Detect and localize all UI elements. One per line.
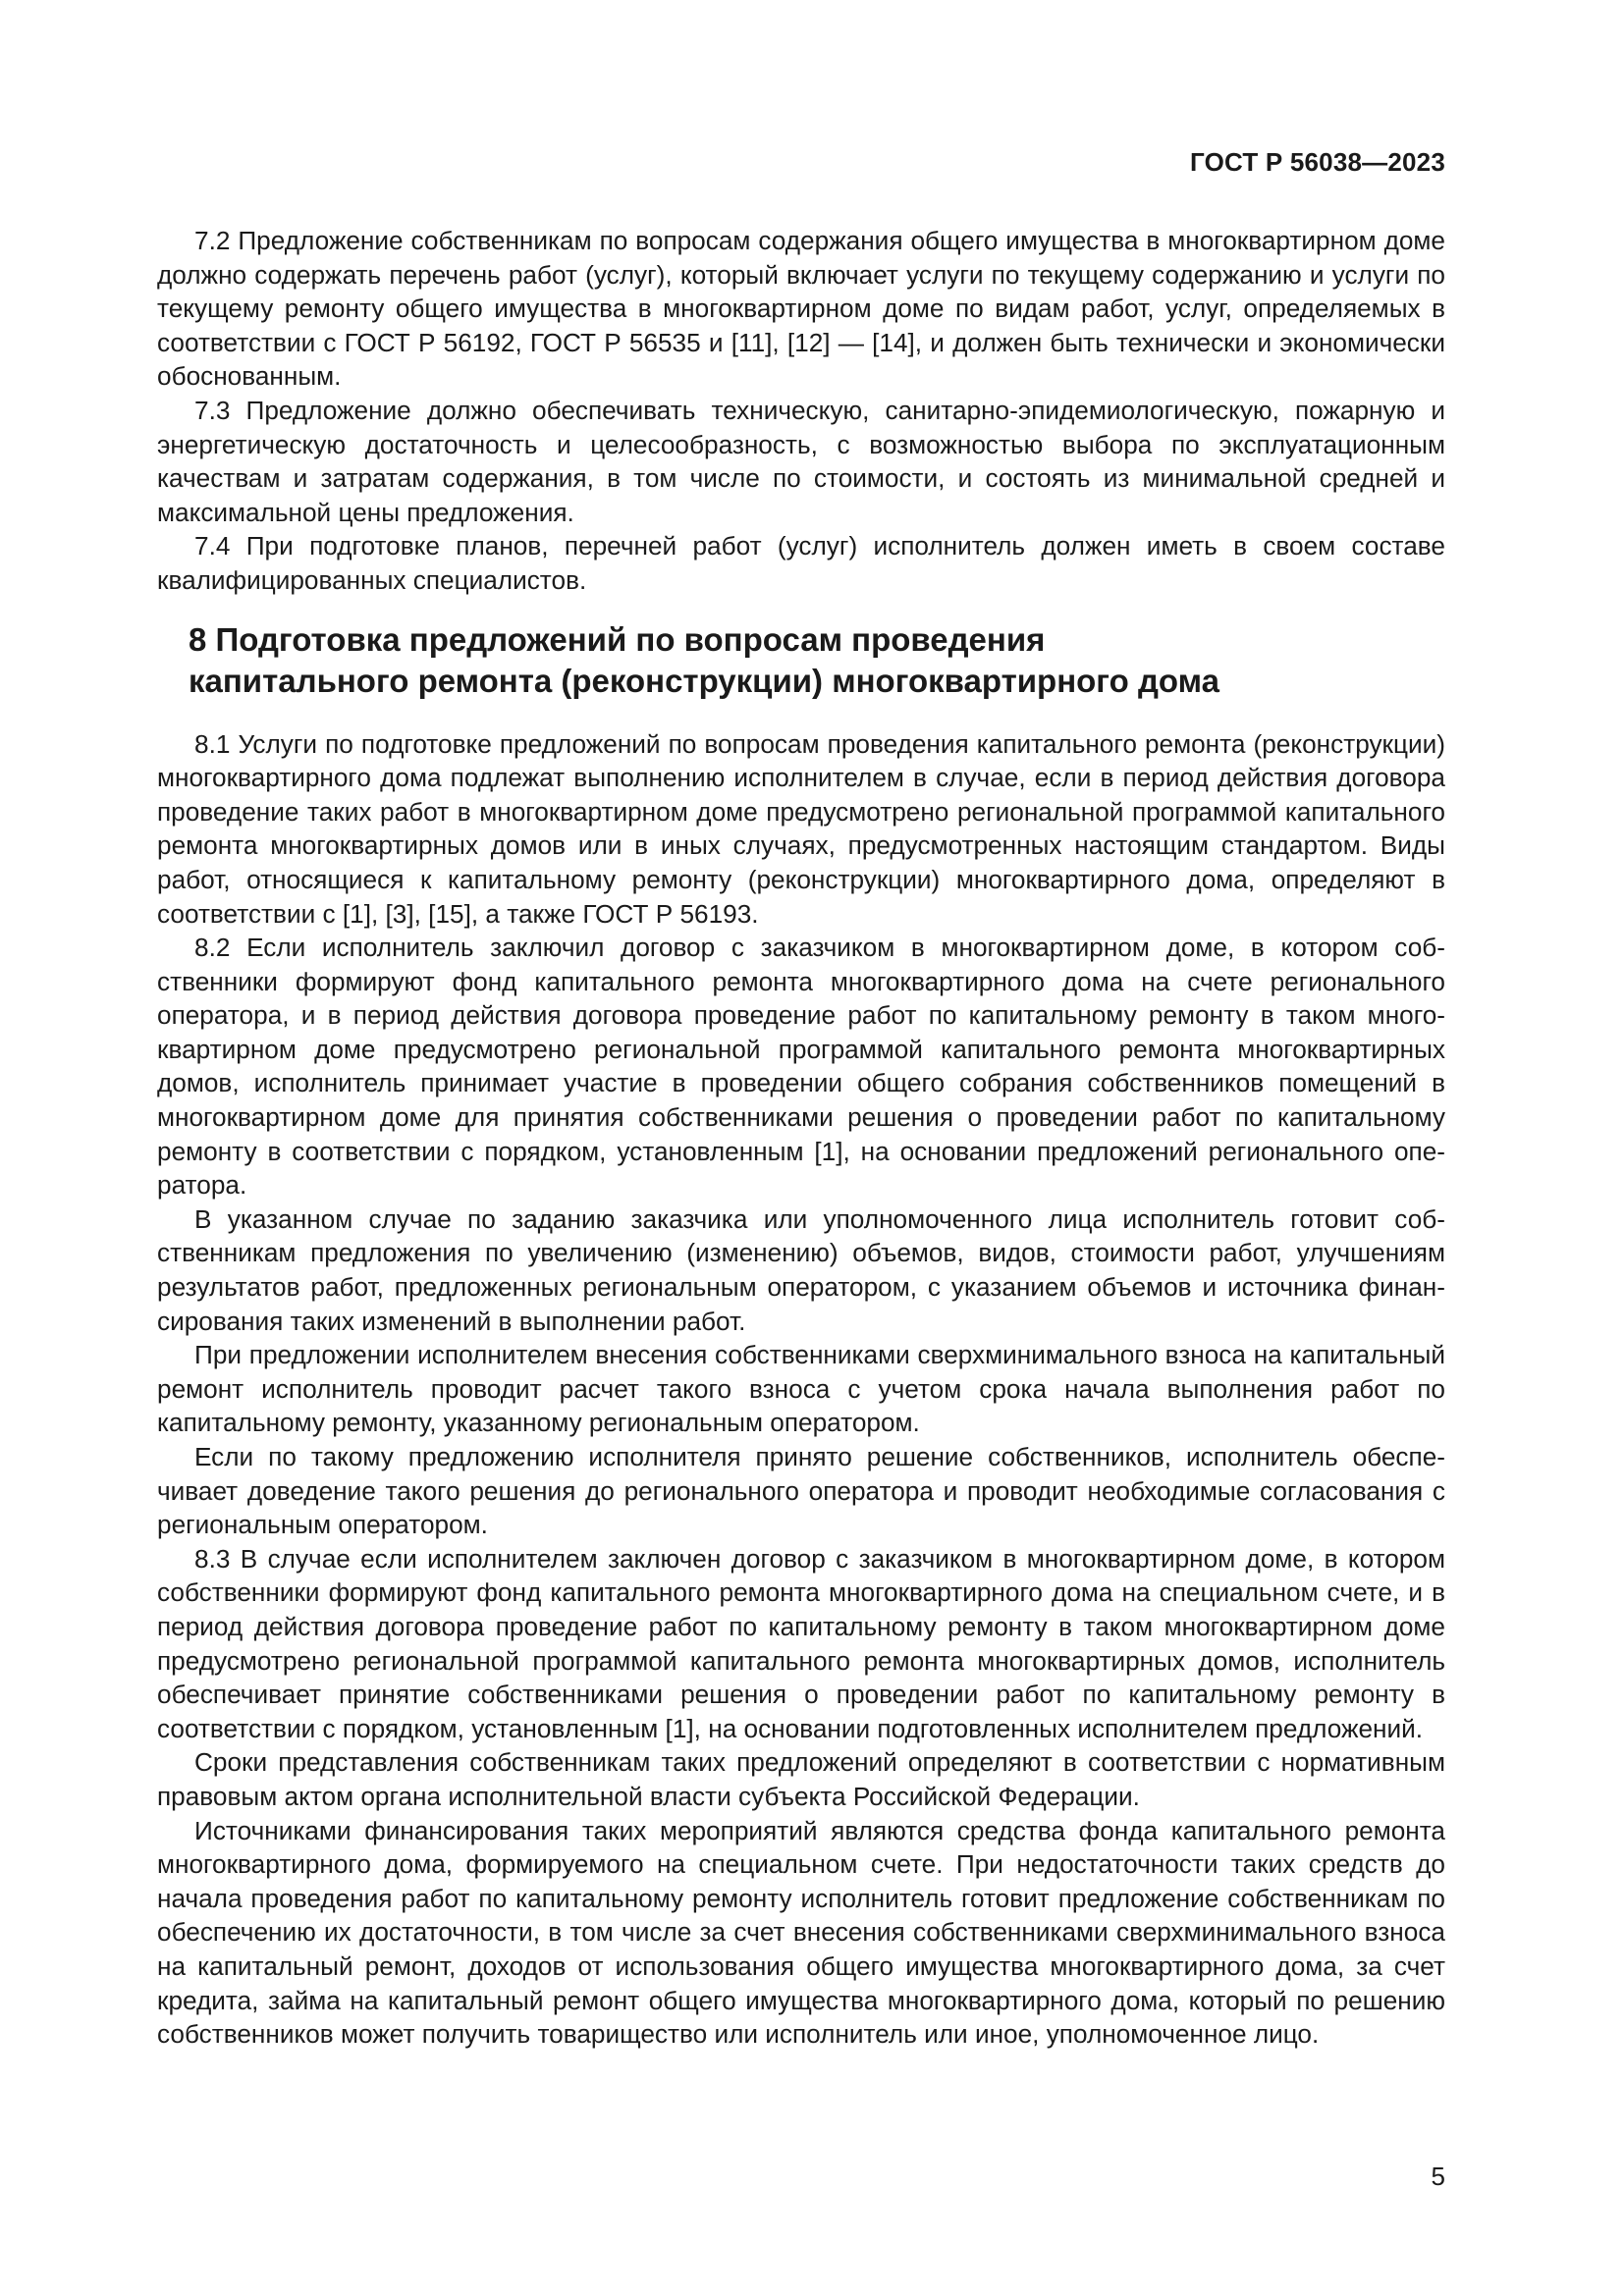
paragraph-7-2: 7.2 Предложение собственникам по вопросам содержания общего имущества в многоквартирном доме должно содержать перечень работ (услуг), который включает услуги по текущему содержанию и услуги по текущему ремонту общего имущества в многоквартирном доме по видам работ, услуг, определяемых в соответствии с ГОСТ Р 56192, ГОСТ Р 56535 и [11], [12] — [14], и должен быть технически и экономически обоснованным. [157,226,1445,392]
section-8-heading [189,619,1445,702]
paragraph-8-3: 8.3 В случае если исполнителем заключен договор с заказчиком в многоквартирном доме, в котором собственники формируют фонд капитального ремонта многоквартирного дома на специальном счете, и в период действия договора проведение работ по капитальному ремонту в таком многоквартирном доме предусмотрено региональной программой капитального ремонта многоквартирных домов, исполнитель обеспечивает принятие собственниками решения о проведении работ по капитальному ремонту в соответствии с порядком, установленным [1], на основании подготовленных исполнителем предложений. [157,1543,1445,1743]
page-content [157,224,1445,2052]
paragraph-8-1: 8.1 Услуги по подготовке предложений по вопросам проведения капитального ремонта (реконструкции) многоквартирного дома подлежат выполнению исполнителем в случае, если в период действия договора проведение таких работ в многоквартирном доме предусмотрено региональной программой капитального ремонта многоквартирных домов или в иных случаях, предусмотренных настоящим стандартом. Виды работ, относящиеся к капитальному ремонту (реконструкции) многоквартирного дома, определяют в соответствии с [1], [3], [15], а также ГОСТ Р 56193. [157,728,1445,929]
document-code: ГОСТ Р 56038—2023 [1190,147,1445,177]
paragraph-8-3-c: Источниками финансирования таких мероприятий являются средства фонда капитального ремонта многоквартирного дома, формируемого на специальном счете. При недостаточности таких средств до начала проведения работ по капитальному ремонту исполнитель готовит предложение собственникам по обеспечению их достаточности, в том числе за счет внесения собственниками сверхминимального взноса на капитальный ремонт, доходов от использования общего имущества многоквартирного дома, за счет кредита, займа на капитальный ремонт общего имущества многоквартирного дома, который по решению собственников может получить товарищество или исполнитель или иное, уполномоченное лицо. [157,1815,1445,2050]
paragraph-7-4: 7.4 При подготовке планов, перечней работ (услуг) исполнитель должен иметь в своем составе квалифицированных специалистов. [157,531,1445,595]
paragraph-8-2-b: В указанном случае по заданию заказчика или уполномоченного лица исполнитель готовит собственникам предложения по увеличению (изменению) объемов, видов, стоимости работ, улучшениям результатов работ, предложенных региональным оператором, с указанием объемов и источника финансирования таких изменений в выполнении работ. [157,1203,1445,1336]
paragraph-8-2-d: Если по такому предложению исполнителя принято решение собственников, исполнитель обеспечивает доведение такого решения до регионального оператора и проводит необходимые согласования с региональным оператором. [157,1442,1445,1540]
paragraph-7-3: 7.3 Предложение должно обеспечивать техническую, санитарно-эпидемиологическую, пожарную и энергетическую достаточность и целесообразность, с возможностью выбора по эксплуатационным качествам и затратам содержания, в том числе по стоимости, и состоять из минимальной средней и максимальной цены предложения. [157,395,1445,527]
paragraph-8-2-c: При предложении исполнителем внесения собственниками сверхминимального взноса на капитальный ремонт исполнитель проводит расчет такого взноса с учетом срока начала выполнения работ по капитальному ремонту, указанному региональным оператором. [157,1340,1445,1438]
paragraph-8-2: 8.2 Если исполнитель заключил договор с заказчиком в многоквартирном доме, в котором собственники формируют фонд капитального ремонта многоквартирного дома на счете регионального оператора, и в период действия договора проведение работ по капитальному ремонту в таком многоквартирном доме предусмотрено региональной программой капитального ремонта многоквартирных домов, исполнитель принимает участие в проведении общего собрания собственников помещений в многоквартирном доме для принятия собственниками решения о проведении работ по капитальному ремонту в соответствии с порядком, установленным [1], на основании предложений регионального оператора. [157,933,1445,1201]
paragraph-8-3-b: Сроки представления собственникам таких предложений определяют в соответствии с нормативным правовым актом органа исполнительной власти субъекта Российской Федерации. [157,1747,1445,1811]
page-number: 5 [1431,2162,1445,2191]
section-8-heading-line-2: капитального ремонта (реконструкции) многоквартирного дома [189,662,1219,699]
section-8-heading-line-1: 8 Подготовка предложений по вопросам проведения [189,620,1046,658]
